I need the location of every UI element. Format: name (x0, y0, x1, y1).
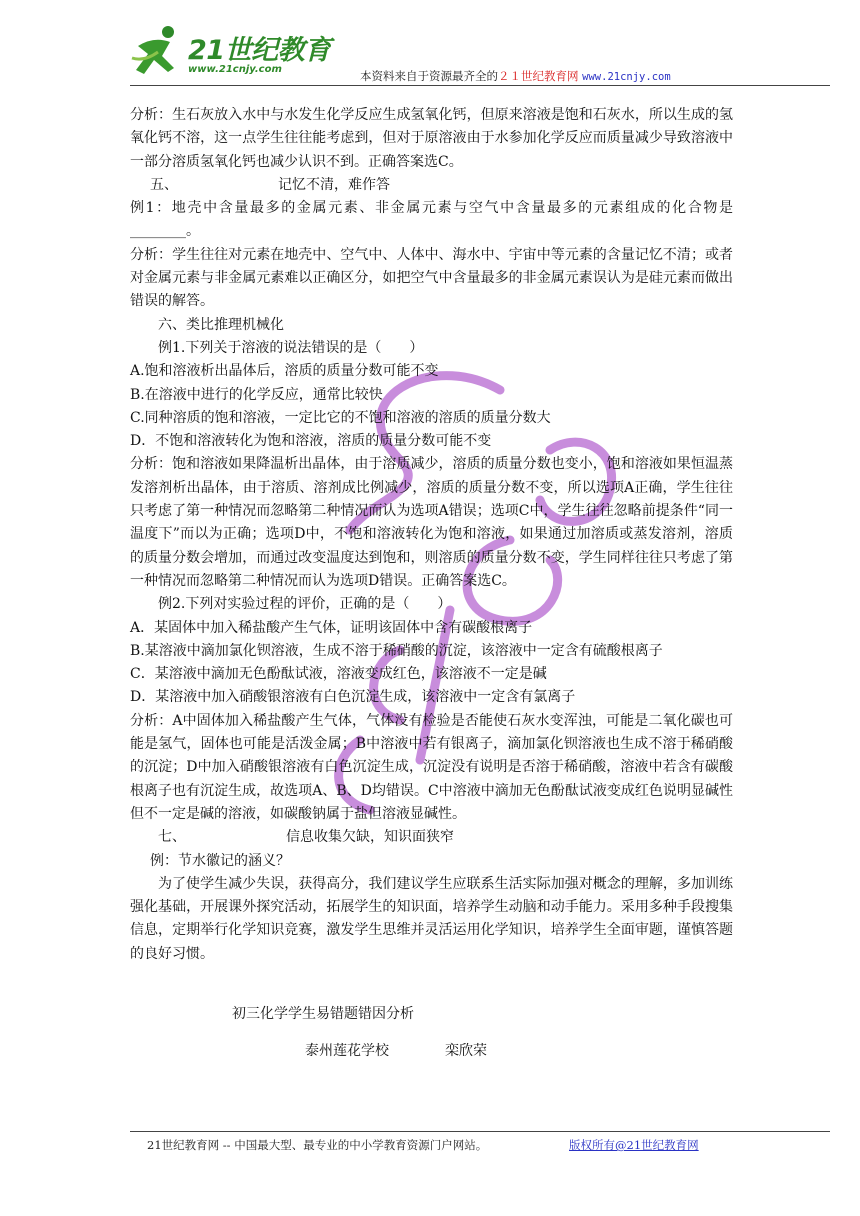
example-question: 例2.下列对实验过程的评价，正确的是（ ） (158, 596, 452, 613)
logo-url-text: www.21cnjy.com (188, 64, 282, 75)
page-footer (147, 1137, 827, 1153)
option-c: C．某溶液中滴加无色酚酞试液，溶液变成红色，该溶液不一定是碱 (130, 666, 547, 683)
document-body (130, 104, 733, 966)
section-number: 五、 (150, 176, 178, 193)
site-logo[interactable] (130, 22, 340, 84)
runner-logo-icon (130, 22, 190, 82)
analysis-paragraph: 分析：生石灰放入水中与水发生化学反应生成氢氧化钙，但原来溶液是饱和石灰水，所以生成的氢氧化钙不溶，这一点学生往往能考虑到，但对于原溶液由于水参加化学反应而质量减少导致溶液中一部分溶质氢氧化钙也减少认识不到。正确答案选C。 (130, 107, 733, 170)
section-title: 记忆不清，难作答 (278, 176, 390, 193)
example-question: 例：节水徽记的涵义？ (150, 852, 290, 869)
example-question: 例1.下列关于溶液的说法错误的是（ ） (158, 339, 424, 356)
example-question: 例1：地壳中含量最多的金属元素、非金属元素与空气中含量最多的元素组成的化合物是________。 (130, 200, 733, 240)
logo-brand-text: 21世纪教育 (188, 35, 331, 66)
analysis-paragraph: 分析：饱和溶液如果降温析出晶体，由于溶质减少，溶质的质量分数也变小，饱和溶液如果恒温蒸发溶剂析出晶体，由于溶质、溶剂成比例减少，溶质的质量分数不变，所以选项A正确，学生往往只考虑了第一种情况而忽略第二种情况而认为选项A错误；选项C中，学生往往忽略前提条件“同一温度下”而以为正确；选项D中，不饱和溶液转化为饱和溶液，如果通过加溶质或蒸发溶剂，溶质的质量分数会增加，而通过改变温度达到饱和，则溶质的质量分数不变，学生同样往往只考虑了第一种情况而忽略第二种情况而认为选项D错误。正确答案选C。 (130, 456, 733, 589)
copyright-link[interactable]: 版权所有@21世纪教育网 (569, 1138, 699, 1152)
section-heading-6: 六、类比推理机械化 (158, 316, 284, 333)
section-number: 七、 (158, 829, 186, 846)
option-d: D．某溶液中加入硝酸银溶液有白色沉淀生成，该溶液中一定含有氯离子 (130, 689, 576, 706)
header-note-prefix: 本资料来自于资源最齐全的 (360, 69, 498, 83)
footer-text: 21世纪教育网 -- 中国最大型、最专业的中小学教育资源门户网站。 (147, 1138, 488, 1152)
header-brand-link[interactable]: ２１世纪教育网 (498, 69, 579, 83)
option-d: D．不饱和溶液转化为饱和溶液，溶质的质量分数可能不变 (130, 433, 492, 450)
closing-paragraph: 为了使学生减少失误，获得高分，我们建议学生应联系生活实际加强对概念的理解，多加训练强化基础，开展课外探究活动，拓展学生的知识面，培养学生动脑和动手能力。采用多种手段搜集信息，定期举行化学知识竞赛，激发学生思维并灵活运用化学知识，培养学生全面审题，谨慎答题的良好习惯。 (130, 875, 733, 962)
analysis-paragraph: 分析：学生往往对元素在地壳中、空气中、人体中、海水中、宇宙中等元素的含量记忆不清；或者对金属元素与非金属元素难以正确区分，如把空气中含量最多的非金属元素误认为是硅元素而做出错误的解答。 (130, 246, 733, 310)
option-c: C.同种溶质的饱和溶液，一定比它的不饱和溶液的溶质的质量分数大 (130, 409, 551, 426)
school-name: 泰州莲花学校 (305, 1043, 389, 1059)
header-divider (130, 85, 830, 86)
option-a: A.饱和溶液析出晶体后，溶质的质量分数可能不变 (130, 363, 439, 380)
footer-divider (130, 1131, 830, 1132)
section-heading-7 (130, 826, 733, 849)
section-title: 信息收集欠缺，知识面狭窄 (286, 829, 454, 846)
header-note (360, 68, 671, 84)
option-b: B.某溶液中滴加氯化钡溶液，生成不溶于稀硝酸的沉淀，该溶液中一定含有硫酸根离子 (130, 642, 663, 659)
option-a: A．某固体中加入稀盐酸产生气体，证明该固体中含有碳酸根离子 (130, 619, 533, 636)
option-b: B.在溶液中进行的化学反应，通常比较快 (130, 386, 383, 403)
header-url-link[interactable]: www.21cnjy.com (582, 71, 671, 83)
author-line (305, 1040, 487, 1060)
article-title: 初三化学学生易错题错因分析 (232, 1006, 414, 1022)
author-name: 栾欣荣 (445, 1043, 487, 1059)
page-header (130, 22, 830, 88)
analysis-paragraph: 分析：A中固体加入稀盐酸产生气体，气体没有检验是否能使石灰水变浑浊，可能是二氧化碳也可能是氢气，固体也可能是活泼金属；B中溶液中若有银离子，滴加氯化钡溶液也生成不溶于稀硝酸的沉淀；D中加入硝酸银溶液有白色沉淀生成，沉淀没有说明是否溶于稀硝酸，溶液中若含有碳酸根离子也有沉淀生成，故选项A、B、D均错误。C中溶液中滴加无色酚酞试液变成红色说明显碱性但不一定是碱的溶液，如碳酸钠属于盐但溶液显碱性。 (130, 712, 733, 822)
section-heading-5 (130, 174, 733, 197)
